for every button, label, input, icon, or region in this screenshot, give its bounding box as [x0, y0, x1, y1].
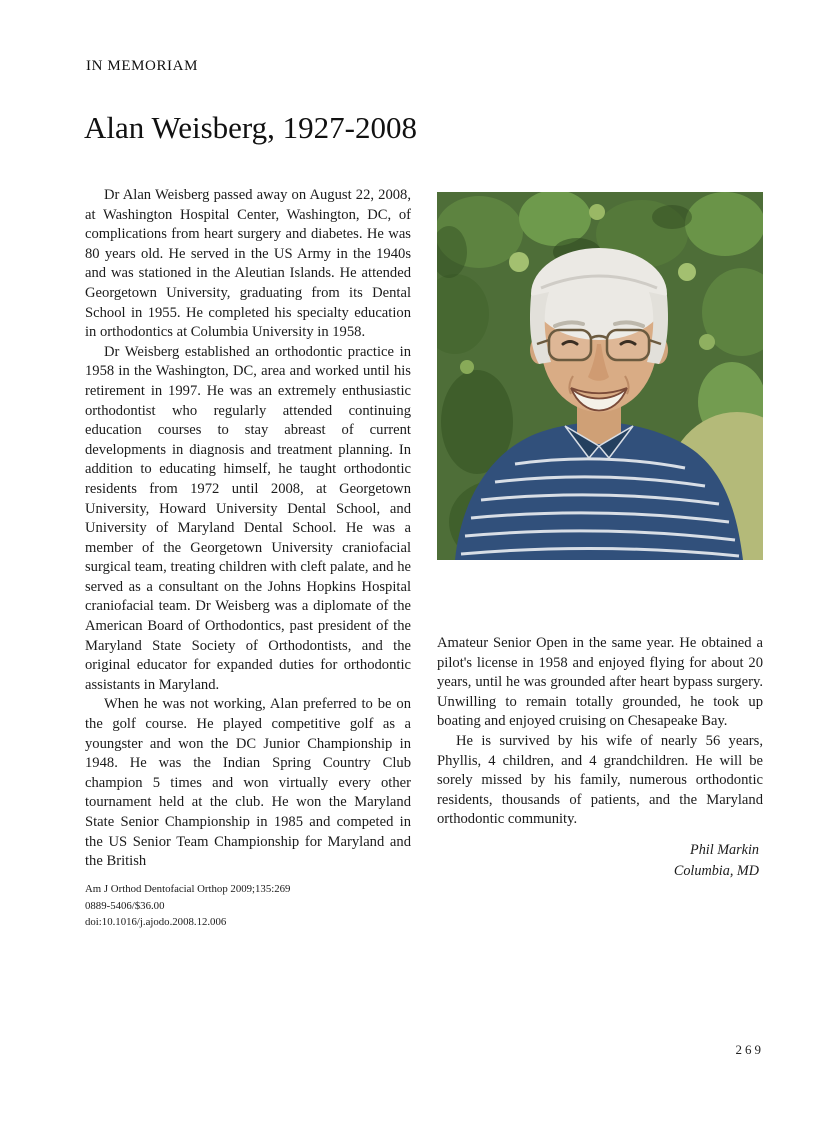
journal-citation: Am J Orthod Dentofacial Orthop 2009;135:269 [85, 882, 291, 895]
body-paragraph: When he was not working, Alan preferred to be on the golf course. He played competitive golf as a youngster and won the DC Junior Championship in 1948. He was the Indian Spring Country Club champion 5 times and won virtually every other tournament held at the club. He won the Maryland State Senior Championship in 1985 and competed in the US Senior Team Championship for Maryland and the British [85, 696, 411, 870]
article-title: Alan Weisberg, 1927-2008 [84, 110, 418, 145]
page-number: 269 [735, 1042, 764, 1057]
right-column-text [437, 634, 763, 881]
body-paragraph: Amateur Senior Open in the same year. He obtained a pilot's license in 1958 and enjoyed flying for about 20 years, until he was grounded after heart bypass surgery. Unwilling to remain totally grounded, he took up boating and enjoyed cruising on Chesapeake Bay. [437, 635, 763, 730]
section-heading: IN MEMORIAM [86, 58, 199, 74]
doi: doi:10.1016/j.ajodo.2008.12.006 [85, 916, 227, 929]
portrait-illustration [437, 192, 763, 560]
author-name: Phil Markin [690, 841, 759, 858]
body-paragraph: Dr Weisberg established an orthodontic practice in 1958 in the Washington, DC, area and worked until his retirement in 1997. He was an extremely enthusiastic orthodontist who regularly attended continuing education courses to stay abreast of current developments in diagnosis and treatment planning. In addition to educating himself, he taught orthodontic residents from 1972 until 2008, at Georgetown University, Howard University Dental School, and University of Maryland Dental School. He was a member of the Georgetown University craniofacial surgical team, treating children with cleft palate, and he served as a consultant on the Johns Hopkins Hospital craniofacial team. Dr Weisberg was a diplomate of the American Board of Orthodontics, past president of the Maryland State Society of Orthodontists, and the original educator for expanded duties for orthodontic assistants in Maryland. [85, 343, 411, 693]
author-signature [437, 840, 763, 881]
article-footnote [85, 881, 411, 931]
author-location: Columbia, MD [673, 862, 759, 879]
body-paragraph: Dr Alan Weisberg passed away on August 22, 2008, at Washington Hospital Center, Washington, DC, of complications from heart surgery and diabetes. He was 80 years old. He served in the US Army in the 1940s and was stationed in the Aleutian Islands. He attended Georgetown University, graduating from its Dental School in 1955. He completed his specialty education in orthodontics at Columbia University in 1958. [85, 187, 411, 341]
portrait-photo [437, 192, 763, 560]
body-paragraph: He is survived by his wife of nearly 56 years, Phyllis, 4 children, and 4 grandchildren. He will be sorely missed by his family, numerous orthodontic residents, thousands of patients, and the Maryland orthodontic community. [437, 732, 763, 828]
right-column [437, 192, 763, 881]
left-column [85, 186, 411, 931]
issn-price: 0889-5406/$36.00 [85, 899, 165, 912]
